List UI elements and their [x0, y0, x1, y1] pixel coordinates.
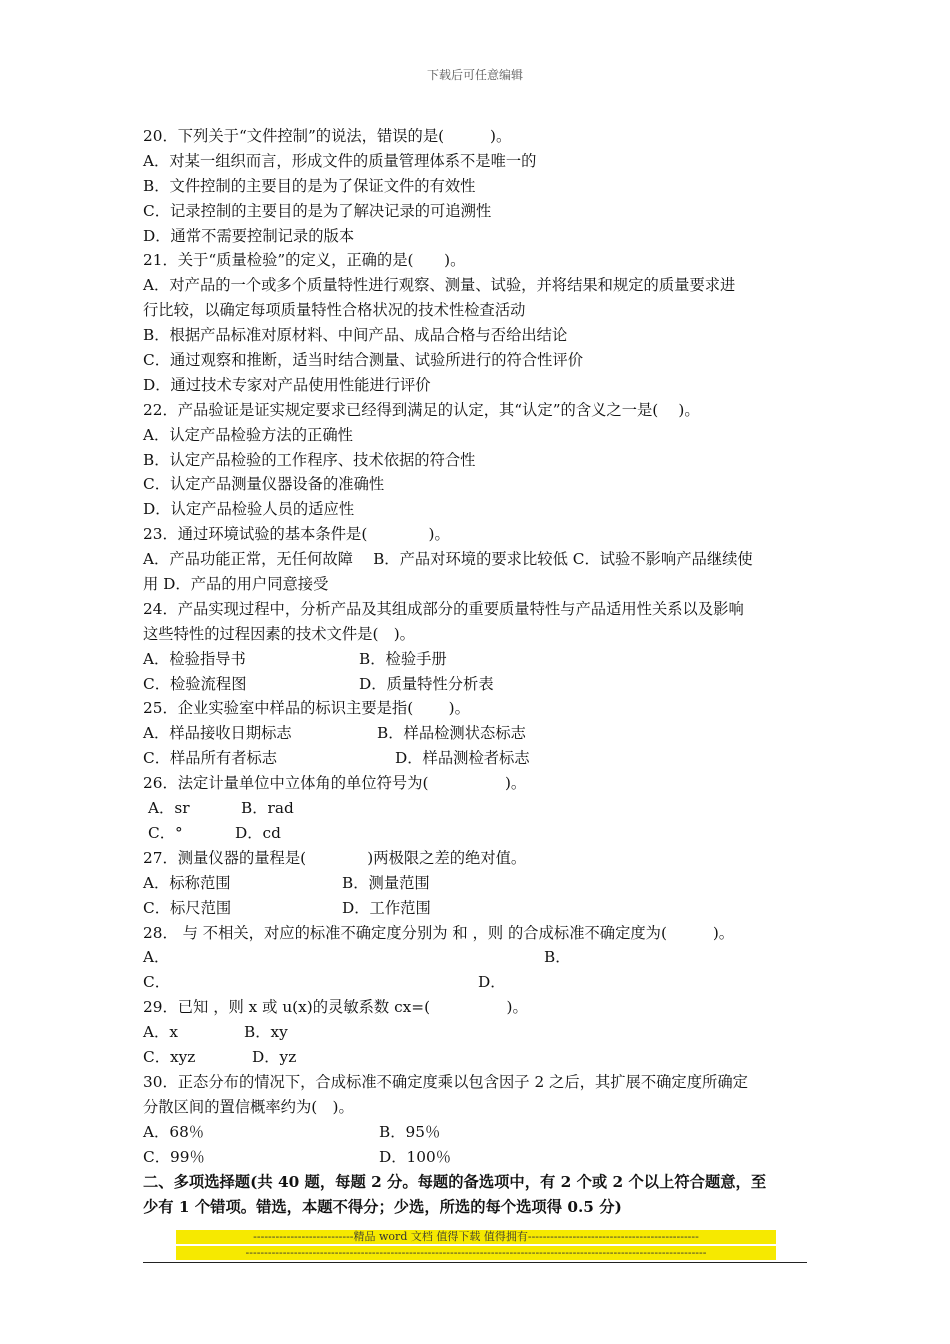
- option-26-d: D．cd: [235, 823, 281, 842]
- option-26-a: A．sr: [148, 799, 190, 818]
- options-26-row2: [143, 821, 809, 846]
- options-28-row2: [143, 970, 809, 995]
- options-28-row1: [143, 945, 809, 970]
- option-29-b: B．xy: [244, 1023, 288, 1042]
- section-2-heading-line1: 二、多项选择题(共 40 题，每题 2 分。每题的备选项中，有 2 个或 2 个以上符合题意，至: [143, 1173, 767, 1192]
- document-body: [143, 124, 809, 1220]
- option-21-b: B．根据产品标准对原材料、中间产品、成品合格与否给出结论: [143, 326, 568, 345]
- option-24-d: D．质量特性分析表: [359, 674, 494, 693]
- options-29-row2: [143, 1045, 809, 1070]
- option-24-a: A．检验指导书: [143, 649, 246, 668]
- options-23-line1: A．产品功能正常，无任何故障 B．产品对环境的要求比较低 C．试验不影响产品继续使: [143, 550, 753, 569]
- options-23-line2: 用 D．产品的用户同意接受: [143, 575, 329, 594]
- option-24-b: B．检验手册: [359, 649, 447, 668]
- question-24-line2: 这些特性的过程因素的技术文件是( )。: [143, 624, 415, 643]
- footer-banner-line2: ----------------------------------------------------------------------------------------------------------------------------: [176, 1246, 776, 1260]
- question-28: 28． 与 不相关，对应的标准不确定度分别为 和 ，则 的合成标准不确定度为( )。: [143, 923, 735, 942]
- question-27: 27．测量仪器的量程是( )两极限之差的绝对值。: [143, 848, 527, 867]
- option-21-a-line2: 行比较，以确定每项质量特性合格状况的技术性检查活动: [143, 301, 526, 320]
- option-30-b: B．95％: [379, 1122, 441, 1141]
- option-29-c: C．xyz: [143, 1047, 196, 1066]
- options-24-row2: [143, 672, 809, 697]
- question-23: 23．通过环境试验的基本条件是( )。: [143, 525, 450, 544]
- option-29-d: D．yz: [252, 1047, 297, 1066]
- option-20-b: B．文件控制的主要目的是为了保证文件的有效性: [143, 176, 476, 195]
- option-26-b: B．rad: [241, 799, 294, 818]
- footer-banner-line1: ---------------------------精品 word 文档 值得下载 值得拥有----------------------------------------------: [176, 1230, 776, 1244]
- options-27-row1: [143, 871, 809, 896]
- option-20-a: A．对某一组织而言，形成文件的质量管理体系不是唯一的: [143, 151, 537, 170]
- option-22-d: D．认定产品检验人员的适应性: [143, 500, 355, 519]
- option-21-c: C．通过观察和推断，适当时结合测量、试验所进行的符合性评价: [143, 351, 584, 370]
- option-28-b: B．: [544, 948, 571, 967]
- question-22: 22．产品验证是证实规定要求已经得到满足的认定，其“认定”的含义之一是( )。: [143, 400, 700, 419]
- option-21-a-line1: A．对产品的一个或多个质量特性进行观察、测量、试验，并将结果和规定的质量要求进: [143, 276, 736, 295]
- option-25-d: D．样品测检者标志: [395, 749, 530, 768]
- question-26: 26．法定计量单位中立体角的单位符号为( )。: [143, 774, 527, 793]
- page-header: 下载后可任意编辑: [426, 68, 523, 82]
- option-27-d: D．工作范围: [342, 898, 431, 917]
- option-28-c: C．: [143, 973, 171, 992]
- options-30-row1: [143, 1120, 809, 1145]
- option-21-d: D．通过技术专家对产品使用性能进行评价: [143, 375, 431, 394]
- question-30-line1: 30．正态分布的情况下，合成标准不确定度乘以包含因子 2 之后，其扩展不确定度所确定: [143, 1072, 748, 1091]
- option-24-c: C．检验流程图: [143, 674, 247, 693]
- question-29: 29．已知 ，则 x 或 u(x)的灵敏系数 cx=( )。: [143, 998, 528, 1017]
- options-27-row2: [143, 896, 809, 921]
- option-25-a: A．样品接收日期标志: [143, 724, 292, 743]
- options-30-row2: [143, 1145, 809, 1170]
- option-25-b: B．样品检测状态标志: [377, 724, 526, 743]
- option-20-d: D．通常不需要控制记录的版本: [143, 226, 355, 245]
- option-22-a: A．认定产品检验方法的正确性: [143, 425, 353, 444]
- section-2-heading-line2: 少有 1 个错项。错选，本题不得分；少选，所选的每个选项得 0.5 分): [143, 1198, 622, 1217]
- question-20: 20．下列关于“文件控制”的说法，错误的是( )。: [143, 127, 512, 145]
- options-25-row2: [143, 746, 809, 771]
- option-30-d: D．100％: [379, 1147, 452, 1166]
- options-26-row1: [143, 796, 809, 821]
- option-28-d: D．: [478, 973, 506, 992]
- option-28-a: A．: [143, 948, 170, 967]
- option-22-b: B．认定产品检验的工作程序、技术依据的符合性: [143, 450, 476, 469]
- question-24-line1: 24．产品实现过程中，分析产品及其组成部分的重要质量特性与产品适用性关系以及影响: [143, 599, 744, 618]
- options-24-row1: [143, 647, 809, 672]
- option-27-c: C．标尺范围: [143, 898, 232, 917]
- option-20-c: C．记录控制的主要目的是为了解决记录的可追溯性: [143, 201, 492, 220]
- options-25-row1: [143, 721, 809, 746]
- option-25-c: C．样品所有者标志: [143, 749, 278, 768]
- option-30-a: A．68％: [143, 1122, 205, 1141]
- option-26-c: C．°: [148, 823, 183, 842]
- question-30-line2: 分散区间的置信概率约为( )。: [143, 1097, 354, 1116]
- option-22-c: C．认定产品测量仪器设备的准确性: [143, 475, 385, 494]
- option-27-b: B．测量范围: [342, 873, 430, 892]
- option-29-a: A．x: [143, 1023, 178, 1042]
- options-29-row1: [143, 1020, 809, 1045]
- footer-divider: [143, 1262, 807, 1263]
- question-21: 21．关于“质量检验”的定义，正确的是( )。: [143, 251, 466, 270]
- option-30-c: C．99％: [143, 1147, 205, 1166]
- question-25: 25．企业实验室中样品的标识主要是指( )。: [143, 699, 470, 718]
- option-27-a: A．标称范围: [143, 873, 231, 892]
